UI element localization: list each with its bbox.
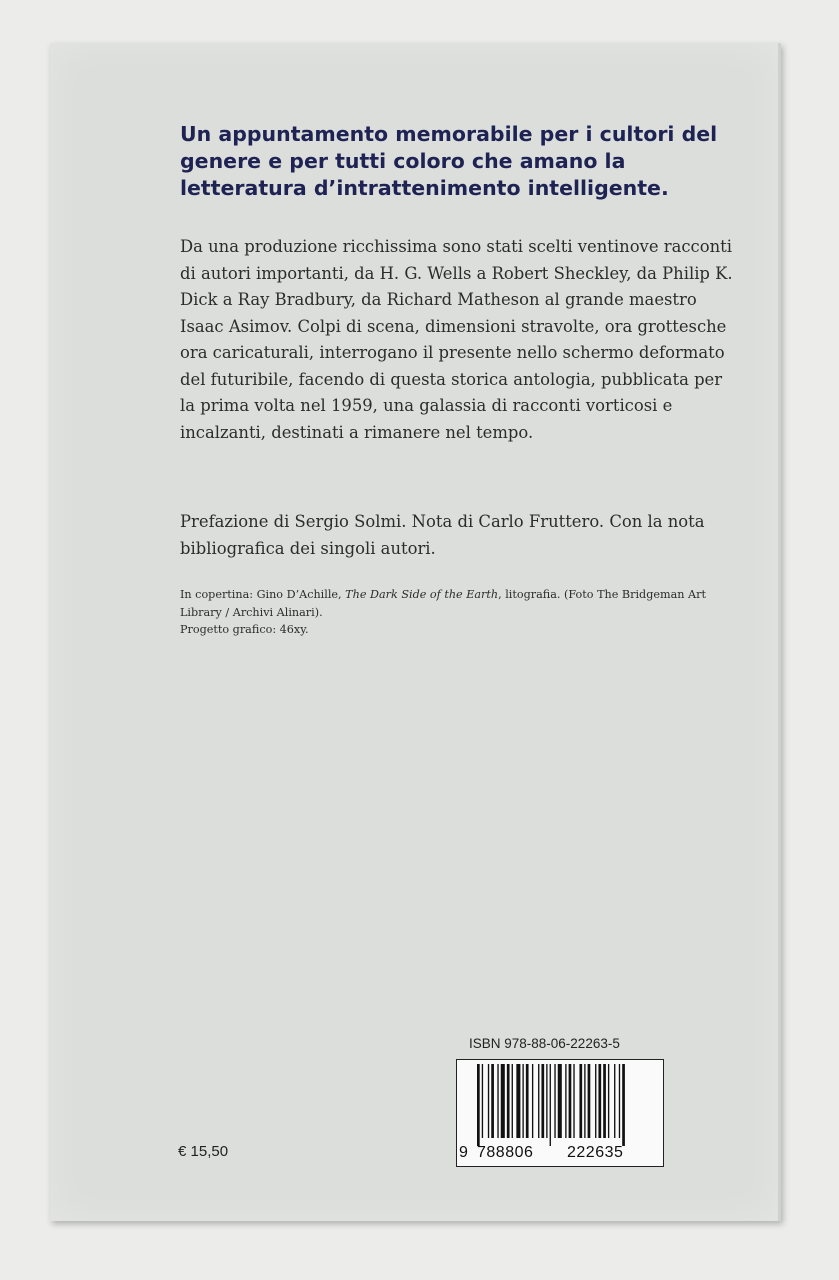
price: € 15,50: [178, 1143, 229, 1160]
preface-note: Prefazione di Sergio Solmi. Nota di Carlo Fruttero. Con la nota bibliografica dei singoli autori.: [180, 512, 705, 558]
cover-artwork-title: The Dark Side of the Earth: [345, 588, 499, 601]
barcode-digits-left: 788806: [477, 1144, 534, 1161]
barcode: [456, 1059, 664, 1167]
credits: [180, 586, 740, 639]
design-credit: Progetto grafico: 46xy.: [180, 623, 309, 636]
tagline: Un appuntamento memorabile per i cultori del genere e per tutti coloro che amano la letteratura d’intrattenimento intelligente.: [180, 122, 718, 200]
description-paragraph: Da una produzione ricchissima sono stati scelti ventinove racconti di autori importanti, da H. G. Wells a Robert Sheckley, da Philip K. Dick a Ray Bradbury, da Richard Matheson al grande maestro Isaac Asimov. Colpi di scena, dimensioni stravolte, ora grottesche ora caricaturali, interrogano il presente nello schermo deformato del futuribile, facendo di questa storica antologia, pubblicata per la prima volta nel 1959, una galassia di racconti vorticosi e incalzanti, destinati a rimanere nel tempo.: [180, 237, 733, 442]
cover-credit-suffix: , litografia. (Foto The Bridgeman Art Library / Archivi Alinari).: [180, 588, 706, 619]
isbn-label: ISBN 978-88-06-22263-5: [469, 1036, 620, 1051]
barcode-digits-right: 222635: [567, 1144, 624, 1161]
barcode-digit-first: 9: [459, 1144, 469, 1161]
barcode-bars-icon: [471, 1064, 649, 1146]
cover-credit-prefix: In copertina: Gino D’Achille,: [180, 588, 346, 601]
book-back-cover: [50, 43, 781, 1221]
